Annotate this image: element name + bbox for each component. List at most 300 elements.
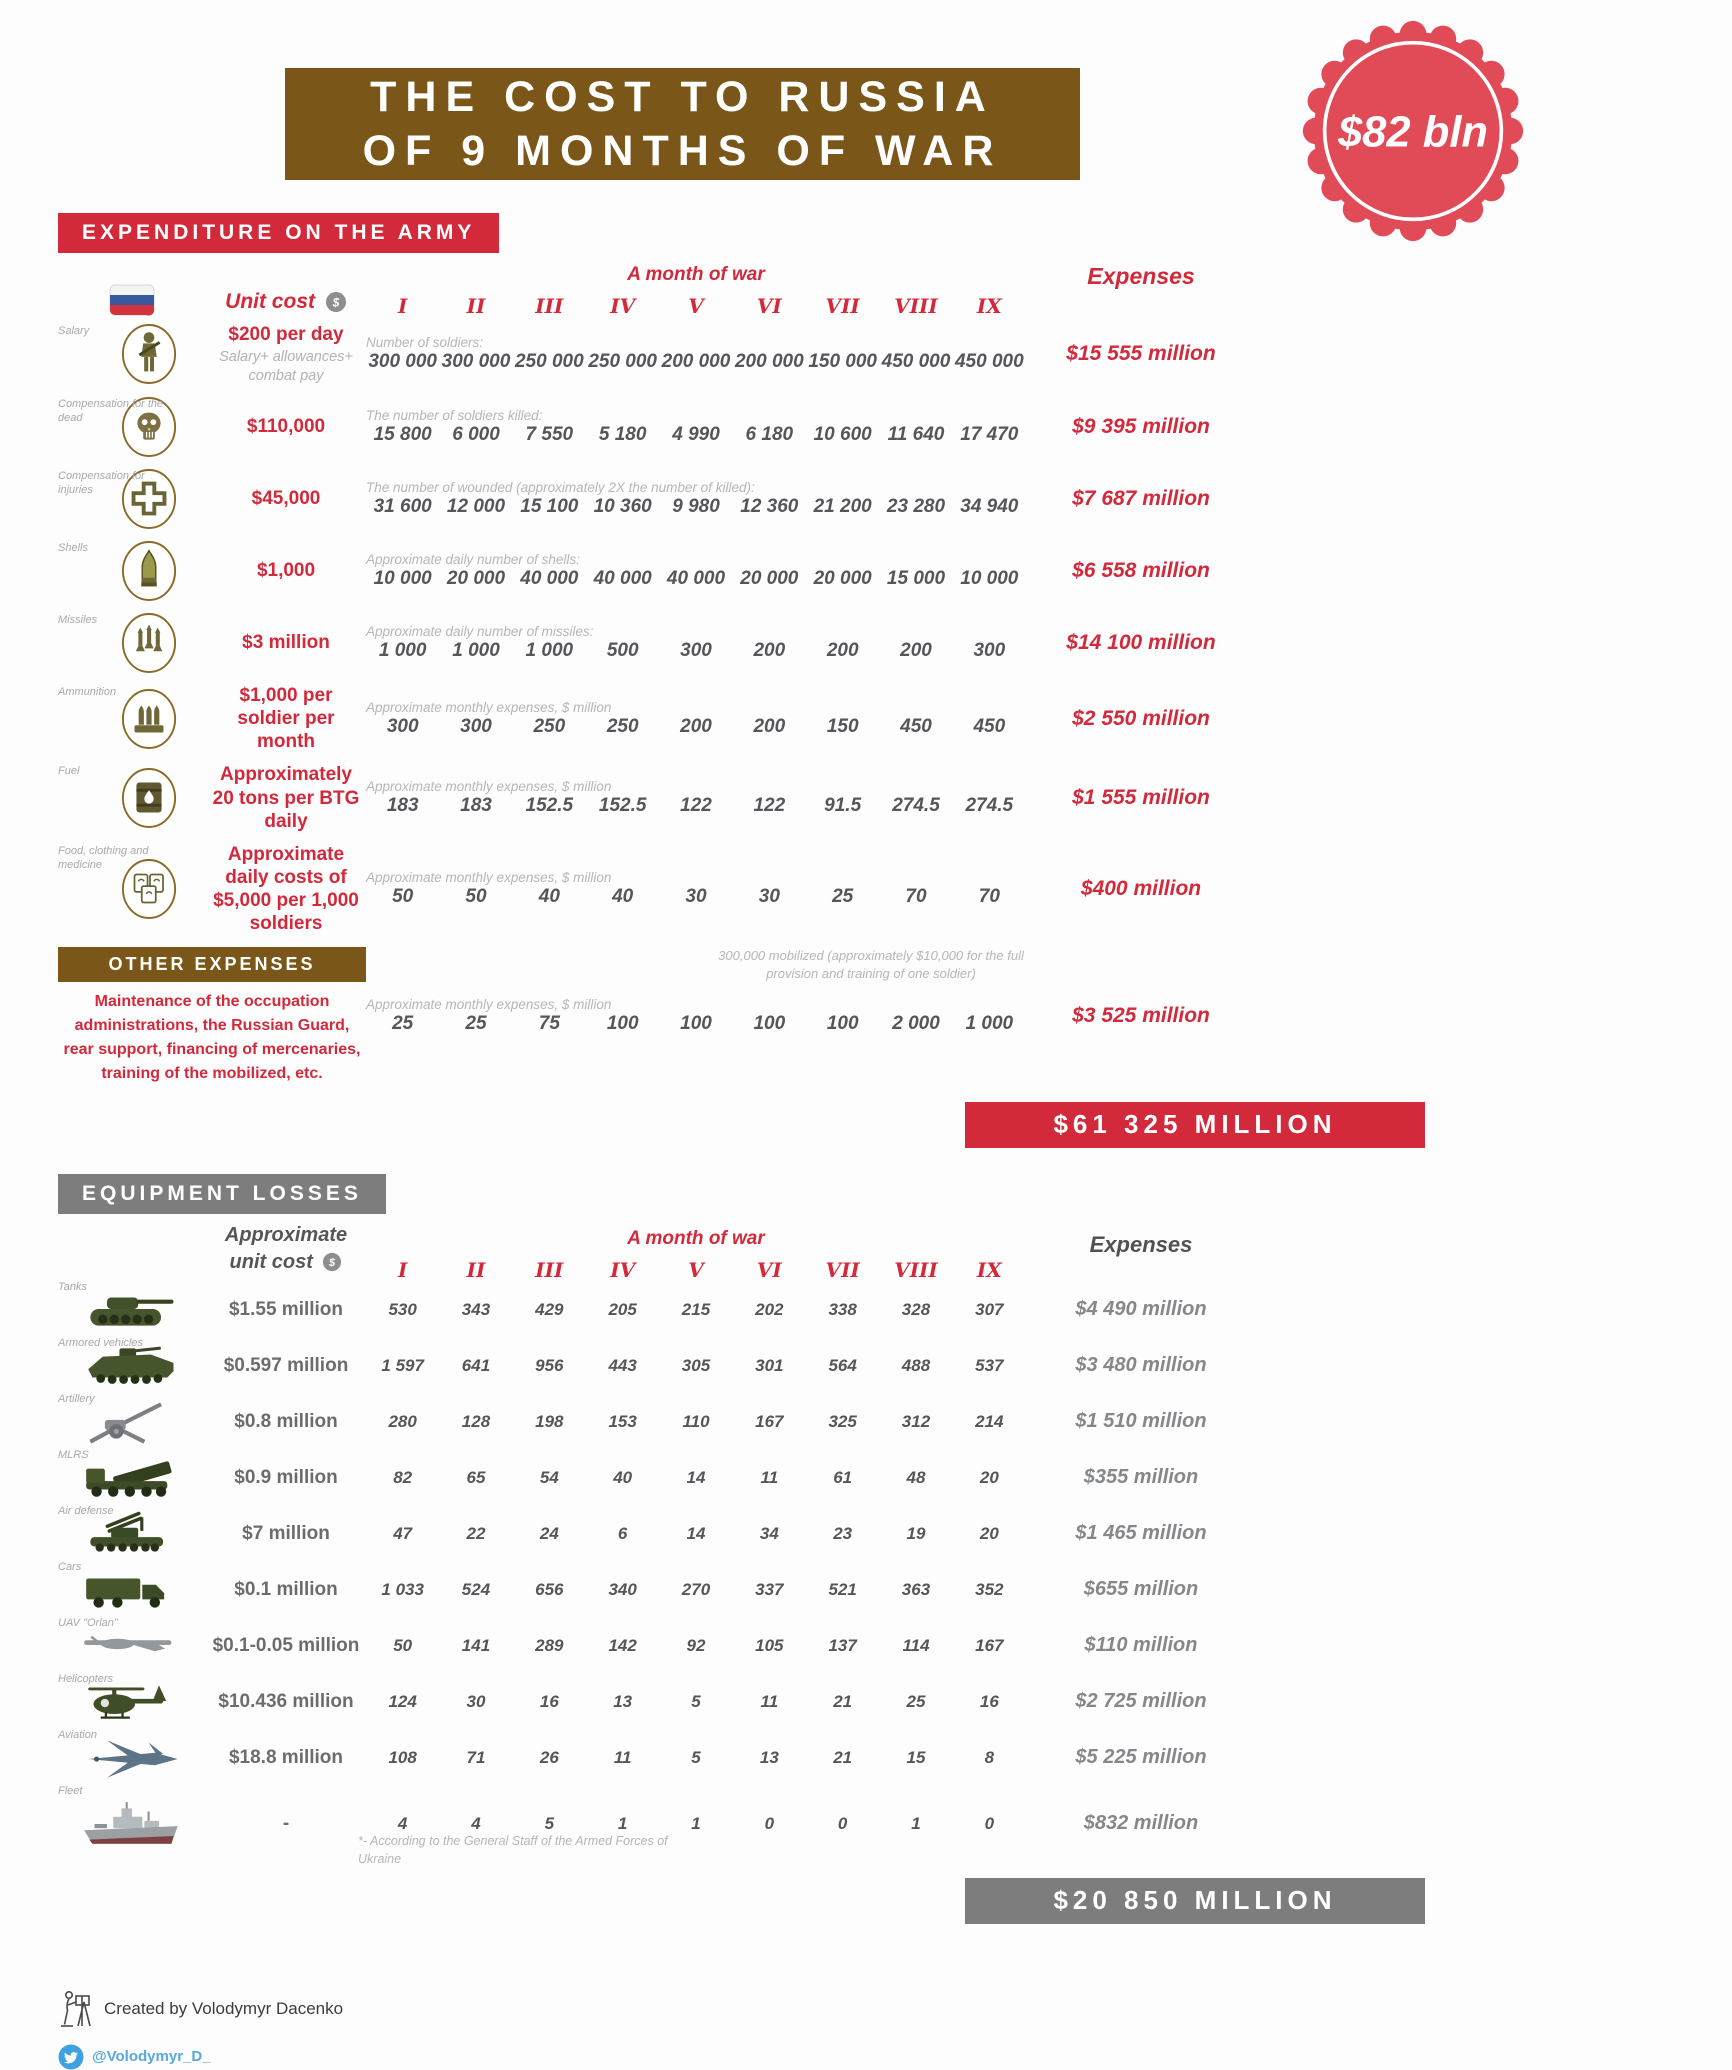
month-value: 325 (828, 1411, 857, 1431)
month-value: 21 (833, 1747, 853, 1767)
month-value: 6 180 (745, 423, 794, 445)
month-value: 450 000 (881, 351, 951, 373)
month-value: 0 (764, 1813, 775, 1833)
month-value: 152.5 (598, 795, 647, 817)
row-expense: $355 million (1083, 1466, 1199, 1489)
month-value: 50 (465, 886, 487, 908)
unit-cost-cell (206, 323, 366, 386)
month-value: 200 000 (661, 351, 731, 373)
month-value: 338 (828, 1299, 857, 1319)
month-value: 128 (461, 1411, 491, 1431)
equipment-row-tanks (58, 1282, 1732, 1338)
month-value: 11 640 (887, 423, 945, 445)
month-value: 82 (393, 1467, 413, 1487)
month-value: 0 (837, 1813, 848, 1833)
month-value: 25 (832, 886, 854, 908)
svg-text:$: $ (329, 1257, 336, 1270)
month-value: 48 (906, 1467, 926, 1487)
army-row-other-expenses (58, 947, 1732, 1086)
row-label: Ammunition (58, 685, 117, 698)
month-values (366, 886, 1026, 908)
row-note: Approximate monthly expenses, $ million (366, 779, 612, 795)
month-value: 100 (680, 1013, 712, 1035)
month-value: 183 (386, 795, 419, 817)
unit-cost: $1,000 (256, 560, 316, 582)
month-value: 20 000 (813, 567, 872, 589)
unit-cost: $110,000 (246, 416, 326, 438)
month-value: 40 000 (520, 567, 579, 589)
month-value: 270 (681, 1579, 711, 1599)
month-value: 6 000 (452, 423, 500, 445)
month-value: 200 (680, 715, 712, 737)
month-value: 300 (386, 715, 419, 737)
month-value: 142 (608, 1635, 637, 1655)
row-expense: $3 525 million (1072, 1004, 1210, 1028)
unit-cost: $10.436 million (218, 1690, 354, 1712)
month-value: 17 470 (960, 423, 1019, 445)
month-label: VIII (894, 294, 938, 318)
month-value: 200 (753, 639, 786, 661)
twitter-link[interactable] (58, 2044, 211, 2070)
army-row-shells (58, 535, 1732, 607)
month-value: 150 (826, 715, 859, 737)
fleet-footnote: *- According to the General Staff of the Armed Forces of Ukraine (358, 1833, 668, 1866)
month-values (366, 1748, 1026, 1768)
month-value: 40 (538, 886, 560, 908)
month-value: 500 (606, 639, 639, 661)
month-value: 12 360 (740, 495, 799, 517)
month-value: 92 (686, 1635, 706, 1655)
month-value: 137 (828, 1635, 857, 1655)
month-values (366, 351, 1026, 373)
month-label: V (688, 1257, 704, 1282)
month-value: 214 (975, 1411, 1004, 1431)
equipment-row-armored-vehicles (58, 1338, 1732, 1394)
month-value: 450 (973, 715, 1006, 737)
month-value: 40 (613, 1467, 633, 1487)
month-value: 274.5 (892, 795, 940, 817)
month-value: 200 (826, 639, 859, 661)
artist-icon (58, 1988, 98, 2030)
month-value: 14 (686, 1523, 706, 1543)
month-value: 200 (753, 715, 786, 737)
month-value: 16 (979, 1691, 999, 1711)
month-value: 50 (393, 1635, 413, 1655)
month-value: 641 (461, 1355, 491, 1375)
month-label: VIII (894, 1257, 938, 1282)
month-value: 124 (388, 1691, 417, 1711)
month-value: 363 (901, 1579, 931, 1599)
month-value: 6 (617, 1523, 628, 1543)
month-value: 328 (901, 1299, 931, 1319)
month-label: VII (825, 1257, 860, 1282)
month-values (366, 1524, 1026, 1544)
row-label: Food, clothing and medicine (58, 844, 149, 872)
row-note: Approximate daily number of missiles: (366, 623, 594, 639)
month-values (366, 716, 1026, 738)
month-value: 15 800 (373, 423, 432, 445)
month-value: 5 (691, 1691, 701, 1711)
month-value: 530 (388, 1299, 417, 1319)
month-value: 2 000 (892, 1013, 940, 1035)
month-value: 70 (905, 886, 927, 908)
svg-text:$: $ (332, 295, 340, 310)
month-values (366, 1692, 1026, 1712)
month-value: 300 000 (368, 351, 437, 373)
month-values (366, 1814, 1026, 1834)
month-value: 50 (392, 886, 414, 908)
month-value: 20 (979, 1523, 999, 1543)
month-value: 21 200 (813, 495, 872, 517)
month-values (366, 496, 1026, 518)
footer (58, 1988, 1732, 2070)
month-values (366, 1300, 1026, 1320)
month-values (366, 1468, 1026, 1488)
month-of-war-header (366, 1228, 1026, 1282)
month-value: 25 (906, 1691, 926, 1711)
month-label: III (535, 294, 564, 318)
month-value: 150 000 (808, 351, 877, 373)
month-value: 250 (533, 715, 566, 737)
army-row-fuel (58, 758, 1732, 838)
month-values (366, 795, 1026, 817)
row-label: MLRS (58, 1448, 89, 1461)
row-label: Shells (58, 541, 88, 554)
created-by-label: Created by Volodymyr Dacenko (104, 1998, 344, 2018)
month-value: 340 (608, 1579, 637, 1599)
equipment-row-fleet (58, 1784, 1732, 1866)
month-value: 202 (755, 1299, 784, 1319)
month-value: 30 (758, 886, 780, 908)
month-value: 12 000 (446, 495, 506, 517)
month-value: 13 (613, 1691, 633, 1711)
title-line-2: OF 9 MONTHS OF WAR (362, 127, 1003, 175)
month-values (366, 1013, 1026, 1035)
month-value: 300 (460, 715, 492, 737)
equipment-row-aviation (58, 1730, 1732, 1786)
row-note: Approximate daily number of shells: (366, 551, 580, 567)
month-value: 105 (755, 1635, 784, 1655)
month-value: 110 (682, 1411, 710, 1431)
unit-cost: $7 million (242, 1522, 330, 1544)
month-value: 1 000 (965, 1013, 1014, 1035)
month-value: 280 (388, 1411, 417, 1431)
month-value: 488 (901, 1355, 931, 1375)
month-label: V (688, 294, 704, 318)
month-value: 10 000 (373, 567, 432, 589)
month-values (366, 568, 1026, 590)
month-value: 61 (833, 1467, 853, 1487)
month-value: 200 (900, 639, 932, 661)
month-value: 250 (606, 715, 639, 737)
month-value: 114 (902, 1635, 930, 1655)
month-value: 19 (906, 1523, 926, 1543)
month-label: II (466, 294, 486, 318)
month-value: 15 100 (520, 495, 579, 517)
month-value: 307 (975, 1299, 1004, 1319)
month-value: 30 (685, 886, 707, 908)
ship-icon (58, 1798, 206, 1850)
infographic-body (0, 213, 1732, 2070)
month-value: 343 (461, 1299, 491, 1319)
row-expense: $2 725 million (1075, 1690, 1207, 1713)
approx-unit-cost-label: Approximate unit cost (224, 1223, 348, 1273)
month-value: 250 000 (514, 351, 584, 373)
row-label: Compensation for the dead (58, 397, 164, 425)
row-label: Salary (58, 325, 90, 337)
month-value: 1 000 (452, 639, 500, 661)
row-expense: $1 465 million (1075, 1522, 1207, 1545)
month-value: 250 000 (588, 351, 657, 373)
army-row-compensation-dead (58, 391, 1732, 463)
row-label: Cars (58, 1560, 82, 1573)
equipment-table-header (58, 1222, 1732, 1282)
month-value: 23 (833, 1523, 853, 1543)
month-value: 10 360 (593, 495, 652, 517)
month-value: 301 (755, 1355, 784, 1375)
equipment-row-helicopters (58, 1674, 1732, 1730)
month-value: 1 000 (525, 639, 574, 661)
unit-cost: Approximately 20 tons per BTG daily (212, 764, 360, 832)
title-line-1: THE COST TO RUSSIA (370, 73, 995, 121)
month-value: 14 (686, 1467, 706, 1487)
army-section-title: EXPENDITURE ON THE ARMY (58, 213, 499, 253)
mobilized-note: 300,000 mobilized (approximately $10,000 for the full provision and training of one soldier) (718, 947, 1024, 981)
army-row-food (58, 838, 1732, 941)
month-value: 198 (535, 1411, 564, 1431)
unit-cost: $0.597 million (223, 1354, 349, 1376)
month-value: 25 (392, 1013, 414, 1035)
month-value: 4 (397, 1813, 408, 1833)
month-value: 34 940 (960, 495, 1019, 517)
month-value: 5 (544, 1813, 555, 1833)
other-expenses-block (58, 947, 366, 1086)
unit-cost: Approximate daily costs of $5,000 per 1,000 soldiers (213, 843, 359, 935)
unit-cost: - (282, 1812, 290, 1834)
month-label: IX (976, 294, 1002, 318)
month-label: IV (610, 294, 636, 318)
month-value: 100 (606, 1013, 639, 1035)
month-value: 289 (535, 1635, 564, 1655)
dollar-tag-icon (325, 291, 347, 313)
month-value: 300 000 (441, 351, 511, 373)
month-value: 40 000 (593, 567, 652, 589)
month-value: 13 (759, 1747, 779, 1767)
month-value: 108 (388, 1747, 417, 1767)
month-value: 11 (613, 1747, 632, 1767)
russia-flag-icon (58, 284, 206, 318)
month-of-war-header (366, 264, 1026, 318)
month-value: 23 280 (886, 495, 946, 517)
month-value: 24 (539, 1523, 559, 1543)
month-values (366, 1356, 1026, 1376)
month-value: 65 (466, 1467, 486, 1487)
unit-cost: $0.8 million (234, 1410, 338, 1432)
created-by (58, 1988, 1732, 2030)
month-value: 141 (461, 1635, 491, 1655)
month-value: 22 (466, 1523, 486, 1543)
month-value: 100 (753, 1013, 786, 1035)
month-value: 1 033 (381, 1579, 424, 1599)
month-values (366, 1636, 1026, 1656)
month-value: 4 (471, 1813, 481, 1833)
month-value: 200 000 (734, 351, 804, 373)
expenses-header: Expenses (1087, 263, 1195, 289)
month-value: 429 (535, 1299, 564, 1319)
row-label: UAV "Orlan" (58, 1616, 118, 1629)
approx-unit-cost-header (206, 1222, 366, 1282)
month-value: 5 180 (598, 423, 647, 445)
twitter-icon (58, 2044, 84, 2070)
month-value: 34 (759, 1523, 779, 1543)
month-of-war-label: A month of war (627, 264, 765, 285)
equipment-row-artillery (58, 1394, 1732, 1450)
month-numerals (366, 294, 1026, 318)
month-value: 1 597 (381, 1355, 424, 1375)
month-label: I (397, 294, 408, 318)
month-value: 956 (535, 1355, 564, 1375)
page-title (285, 68, 1080, 180)
month-value: 300 (680, 639, 712, 661)
month-value: 31 600 (373, 495, 432, 517)
total-cost-badge (1298, 16, 1528, 246)
month-value: 40 (612, 886, 634, 908)
twitter-handle: @Volodymyr_D_ (92, 2048, 211, 2066)
month-value: 75 (538, 1013, 560, 1035)
row-label: Helicopters (58, 1672, 114, 1685)
month-value: 7 550 (525, 423, 574, 445)
row-note: Approximate monthly expenses, $ million (366, 699, 612, 715)
month-value: 20 000 (446, 567, 506, 589)
row-expense: $2 550 million (1072, 706, 1210, 730)
month-value: 16 (539, 1691, 559, 1711)
month-value: 11 (760, 1467, 779, 1487)
month-value: 450 000 (954, 351, 1024, 373)
unit-cost: $1,000 per soldier per month (237, 684, 335, 753)
month-value: 15 000 (886, 567, 946, 589)
month-label: IV (610, 1257, 636, 1282)
month-value: 40 000 (666, 567, 726, 589)
month-value: 91.5 (824, 795, 862, 817)
month-value: 54 (539, 1467, 559, 1487)
month-value: 122 (680, 795, 712, 817)
month-value: 524 (461, 1579, 491, 1599)
army-total-banner: $61 325 MILLION (965, 1102, 1425, 1148)
row-label: Tanks (58, 1280, 87, 1293)
equipment-total-banner: $20 850 MILLION (965, 1878, 1425, 1924)
row-expense: $15 555 million (1066, 342, 1216, 366)
month-value: 312 (901, 1411, 931, 1431)
month-value: 4 990 (672, 423, 720, 445)
month-value: 20 (979, 1467, 999, 1487)
row-expense: $4 490 million (1075, 1298, 1207, 1321)
row-expense: $7 687 million (1072, 486, 1210, 510)
unit-cost: $0.1-0.05 million (212, 1634, 360, 1656)
unit-cost-header (206, 290, 366, 318)
row-label: Compensation for injuries (58, 469, 145, 497)
row-expense: $6 558 million (1072, 558, 1210, 582)
month-label: II (466, 1257, 486, 1282)
month-value: 25 (465, 1013, 487, 1035)
month-value: 337 (755, 1579, 784, 1599)
month-values (366, 640, 1026, 662)
month-value: 152.5 (525, 795, 574, 817)
unit-cost-sub: Salary+ allowances+ combat pay (219, 349, 353, 385)
army-row-salary (58, 318, 1732, 391)
row-note: Approximate monthly expenses, $ million (366, 997, 612, 1013)
month-value: 10 600 (813, 423, 872, 445)
month-value: 215 (681, 1299, 711, 1319)
month-value: 70 (978, 886, 1000, 908)
unit-cost: $200 per day (228, 324, 344, 345)
row-note: The number of soldiers killed: (366, 407, 543, 423)
row-note: The number of wounded (approximately 2X the number of killed): (366, 479, 755, 495)
month-value: 122 (753, 795, 786, 817)
row-label: Armored vehicles (58, 1336, 143, 1349)
month-value: 47 (393, 1523, 413, 1543)
month-value: 21 (833, 1691, 853, 1711)
month-value: 8 (984, 1747, 995, 1767)
month-value: 352 (975, 1579, 1004, 1599)
row-expense: $5 225 million (1075, 1746, 1207, 1769)
month-values-cell (366, 335, 1026, 373)
month-value: 26 (539, 1747, 559, 1767)
row-expense: $655 million (1083, 1578, 1199, 1601)
month-value: 274.5 (965, 795, 1014, 817)
month-value: 15 (906, 1747, 926, 1767)
row-expense: $14 100 million (1066, 630, 1216, 654)
month-value: 100 (826, 1013, 859, 1035)
row-note: Approximate monthly expenses, $ million (366, 870, 612, 886)
month-value: 167 (975, 1635, 1004, 1655)
month-value: 0 (984, 1813, 995, 1833)
equipment-row-air-defense (58, 1506, 1732, 1562)
unit-cost: $0.1 million (234, 1578, 338, 1600)
unit-cost: $0.9 million (234, 1466, 338, 1488)
month-label: IX (976, 1257, 1002, 1282)
month-value: 521 (828, 1579, 857, 1599)
month-value: 183 (460, 795, 492, 817)
row-label: Fuel (58, 765, 80, 778)
month-value: 564 (828, 1355, 857, 1375)
equipment-row-cars (58, 1562, 1732, 1618)
month-values (366, 424, 1026, 446)
month-label: VI (756, 294, 782, 318)
month-label: I (397, 1257, 408, 1282)
row-expense: $110 million (1084, 1634, 1198, 1657)
month-value: 1 (691, 1813, 701, 1833)
month-value: 11 (760, 1691, 779, 1711)
month-value: 1 (911, 1813, 921, 1833)
unit-cost: $45,000 (251, 488, 321, 510)
row-label: Fleet (58, 1784, 83, 1797)
month-value: 300 (973, 639, 1006, 661)
row-expense: $1 510 million (1075, 1410, 1207, 1433)
other-expenses-description: Maintenance of the occupation administrations, the Russian Guard, rear support, financing of mercenaries, training of the mobilized, etc. (63, 992, 361, 1082)
month-value: 30 (466, 1691, 486, 1711)
month-value: 10 000 (960, 567, 1019, 589)
month-value: 450 (900, 715, 932, 737)
unit-cost: $3 million (242, 632, 330, 654)
month-value: 305 (681, 1355, 711, 1375)
expenses-header: Expenses (1089, 1231, 1193, 1257)
month-value: 71 (466, 1747, 486, 1767)
equipment-section (58, 1174, 1732, 1924)
month-of-war-label: A month of war (627, 1227, 765, 1249)
month-value: 20 000 (740, 567, 799, 589)
month-value: 443 (608, 1355, 637, 1375)
month-values (366, 1412, 1026, 1432)
